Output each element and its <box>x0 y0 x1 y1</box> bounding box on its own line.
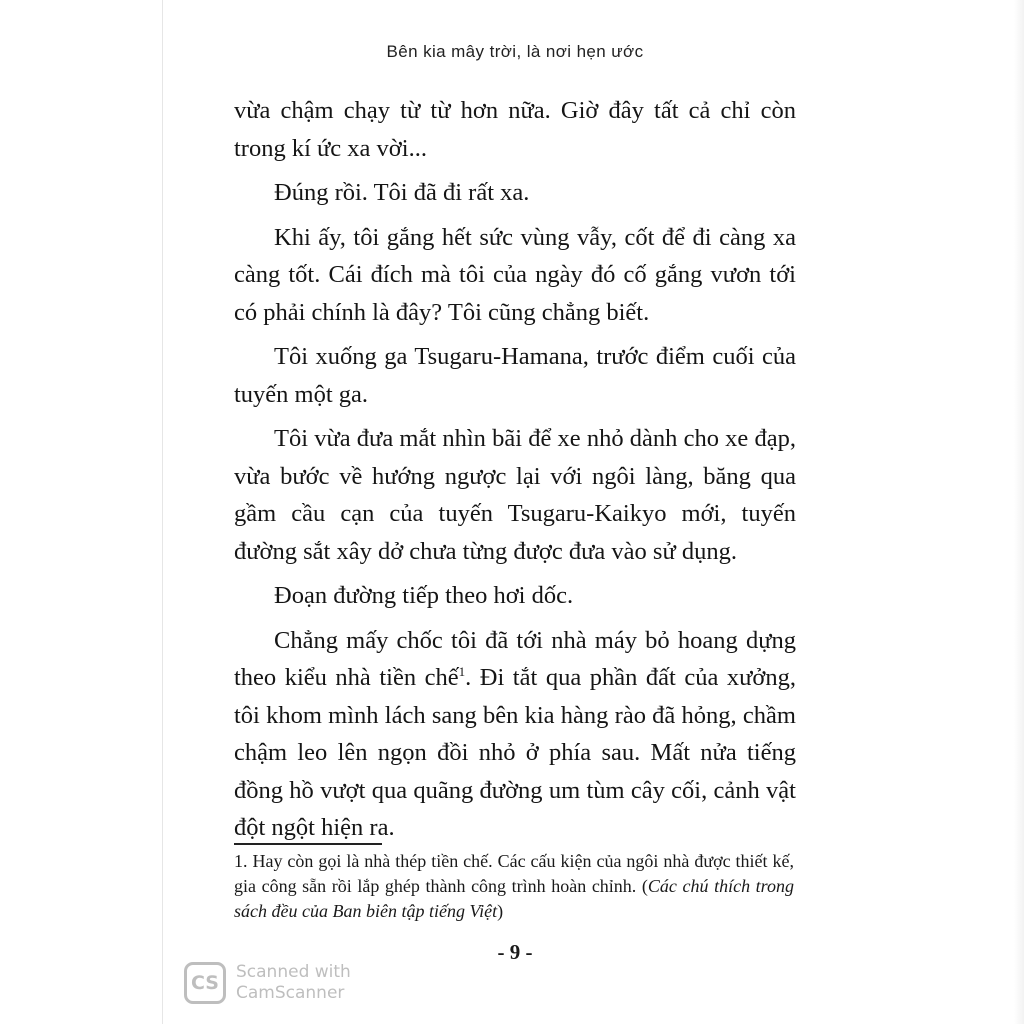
paragraph: Tôi xuống ga Tsugaru-Hamana, trước điểm cuối của tuyến một ga. <box>234 343 796 408</box>
watermark-line: CamScanner <box>236 983 345 1003</box>
scanner-watermark <box>184 962 351 1004</box>
footnote-close: ) <box>497 901 504 921</box>
paragraph: Đúng rồi. Tôi đã đi rất xa. <box>274 179 530 206</box>
camscanner-logo-icon: CS <box>184 962 226 1004</box>
page-shadow <box>1014 0 1024 1024</box>
footnote-editor-note: Các chú thích trong sách đều của Ban biên tập tiếng Việt <box>234 876 794 921</box>
paragraph-text: Chẳng mấy chốc tôi đã tới nhà máy bỏ hoang dựng theo kiểu nhà tiền chế <box>234 626 796 691</box>
paragraph: Đoạn đường tiếp theo hơi dốc. <box>274 582 574 609</box>
paragraph: Tôi vừa đưa mắt nhìn bãi để xe nhỏ dành cho xe đạp, vừa bước về hướng ngược lại với ngôi làng, băng qua gầm cầu cạn của tuyến Tsugaru-Kaikyo mới, tuyến đường sắt xây dở chưa từng được đưa vào sử dụng. <box>234 425 796 565</box>
footnote-divider <box>234 843 382 845</box>
page-number: - 9 - <box>497 940 533 964</box>
paragraph: Khi ấy, tôi gắng hết sức vùng vẫy, cốt để đi càng xa càng tốt. Cái đích mà tôi của ngày đó cố gắng vươn tới có phải chính là đây? Tôi cũng chẳng biết. <box>234 223 796 326</box>
body-text <box>234 92 796 847</box>
page-edge <box>162 0 163 1024</box>
watermark-text <box>236 962 351 1004</box>
running-head: Bên kia mây trời, là nơi hẹn ước <box>386 42 644 61</box>
footnote-text: 1. Hay còn gọi là nhà thép tiền chế. Các cấu kiện của ngôi nhà được thiết kế, gia công sẵn rồi lắp ghép thành công trình hoàn chỉnh. ( <box>234 851 794 896</box>
paragraph-text: . Đi tắt qua phần đất của xưởng, tôi khom mình lách sang bên kia hàng rào đã hỏng, chầm chậm leo lên ngọn đồi nhỏ ở phía sau. Mất nửa tiếng đồng hồ vượt qua quãng đường um tùm cây cối, cảnh vật đột ngột hiện ra. <box>234 664 796 841</box>
watermark-line: Scanned with <box>236 962 351 982</box>
footnote-reference: 1 <box>458 663 466 679</box>
paragraph-with-footnote <box>234 622 796 847</box>
footnote <box>234 849 794 924</box>
paragraph: vừa chậm chạy từ từ hơn nữa. Giờ đây tất cả chỉ còn trong kí ức xa vời... <box>234 97 796 162</box>
